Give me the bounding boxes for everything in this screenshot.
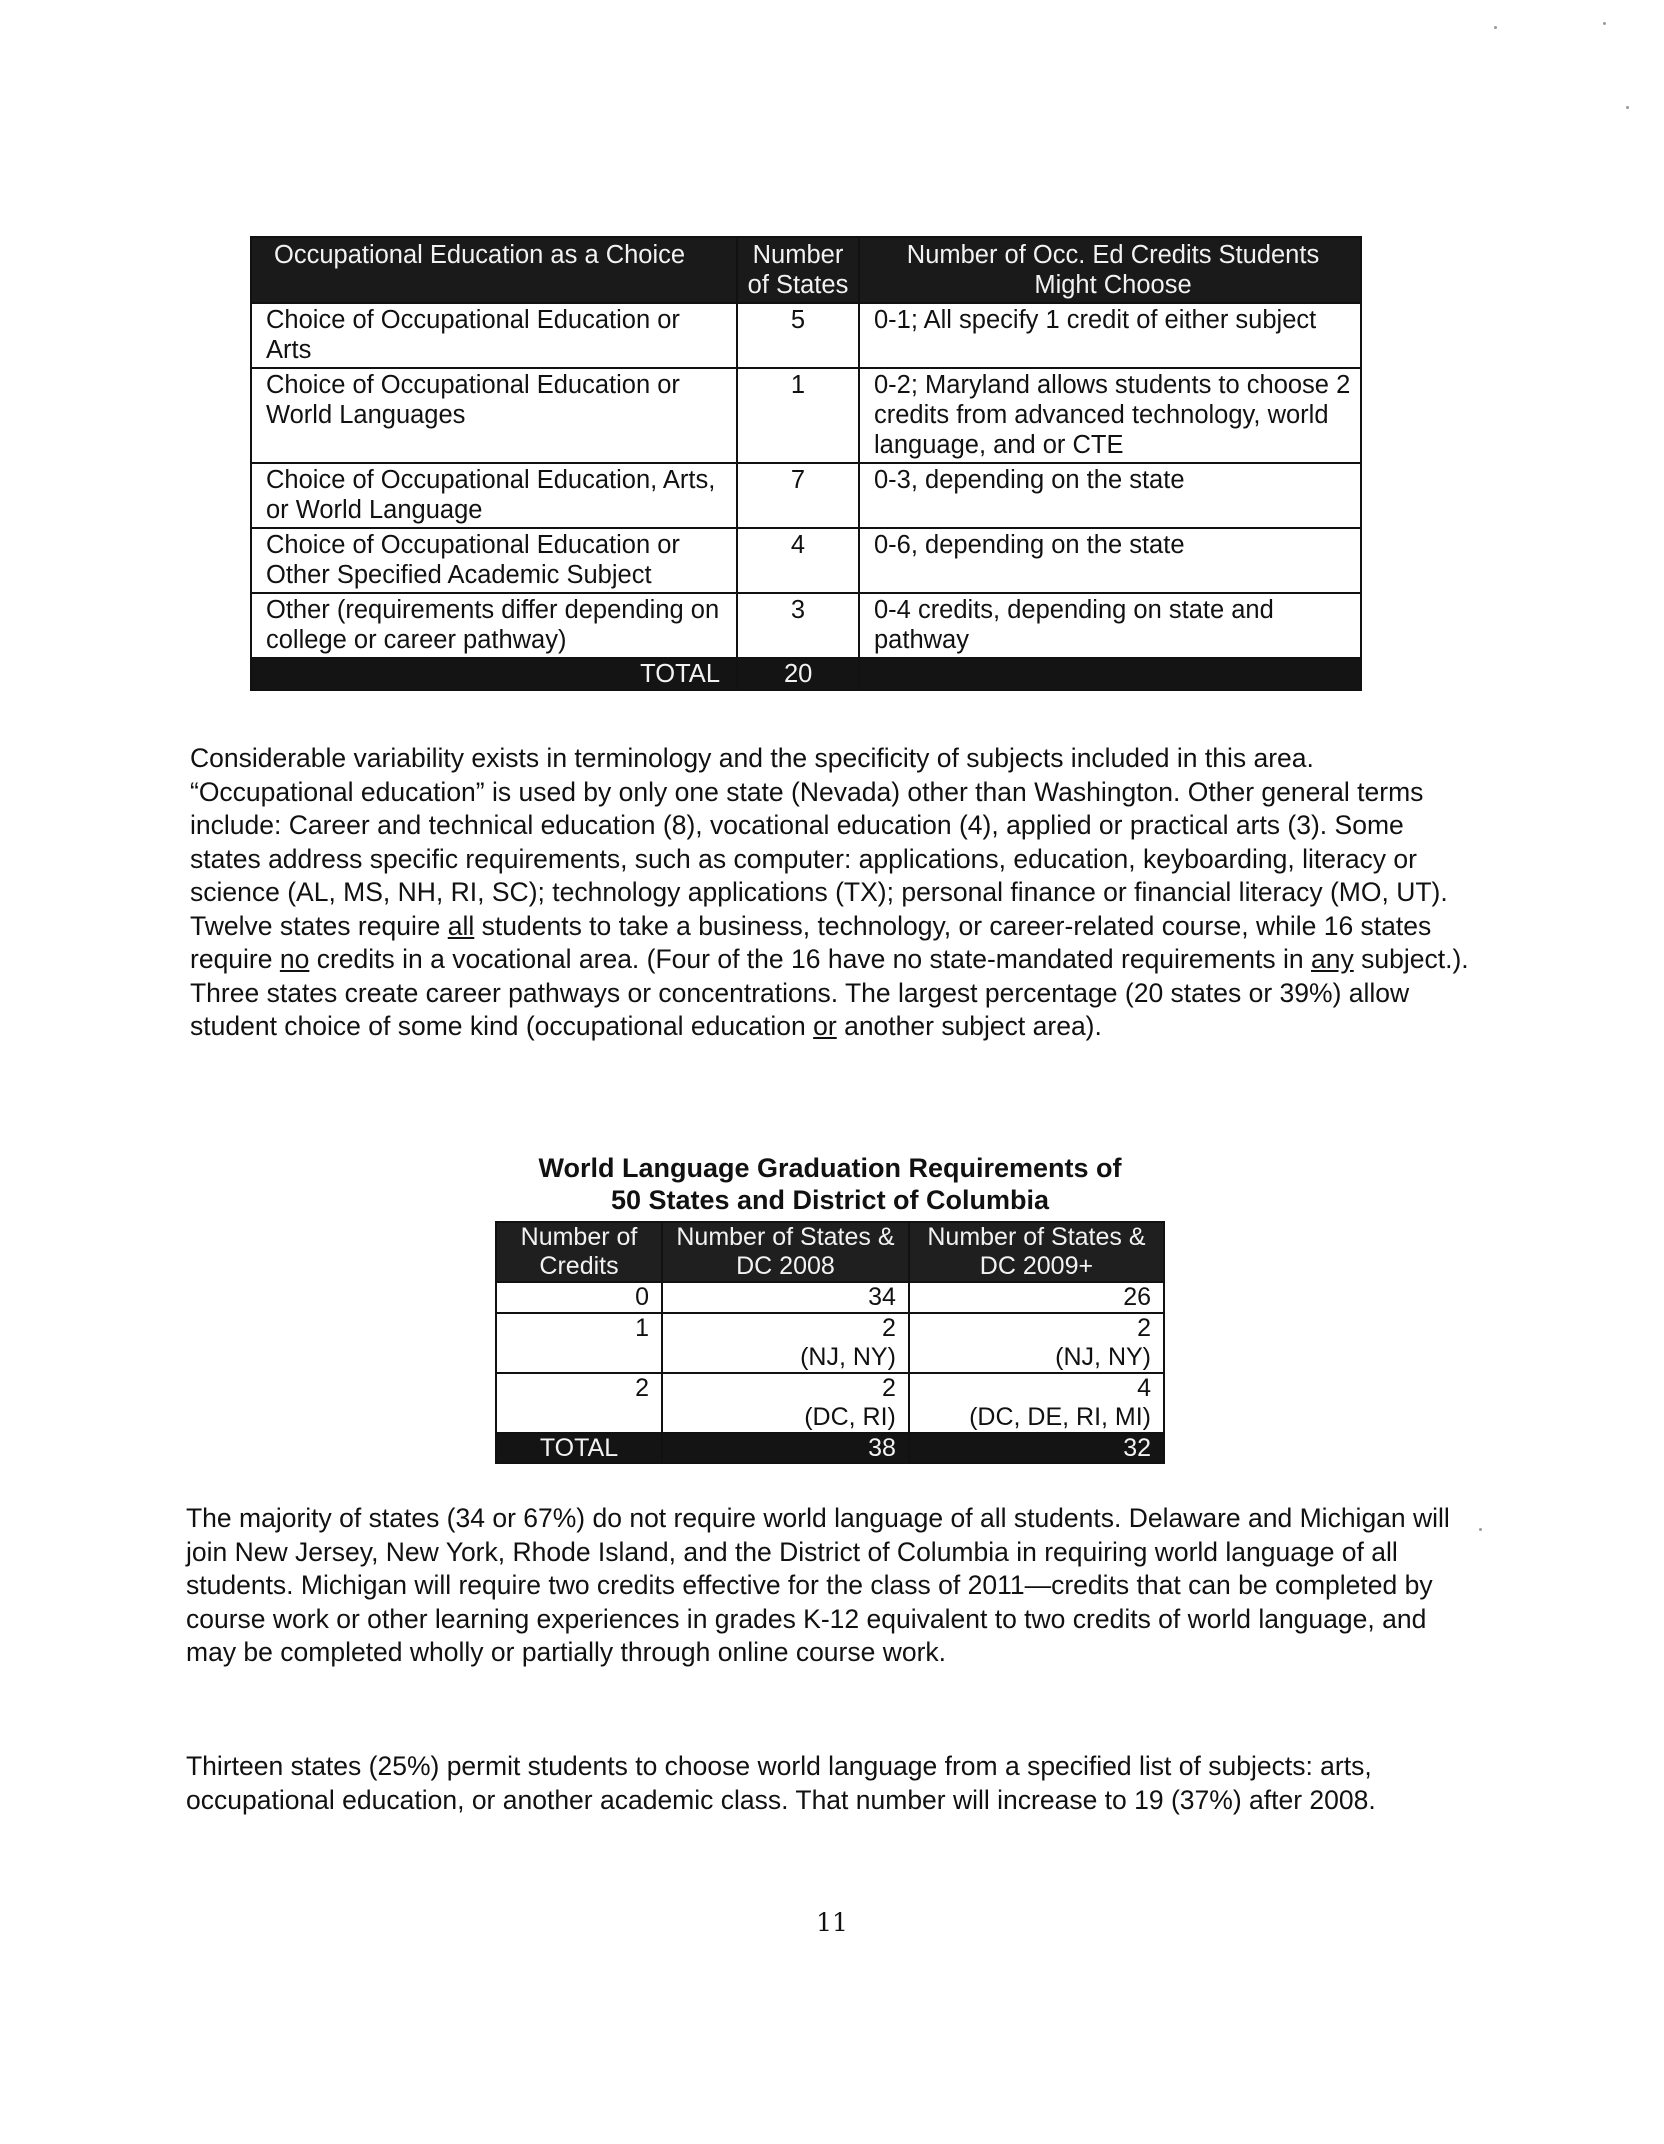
paragraph-text: Considerable variability exists in terminology and the specificity of subjects included in this area. “Occupational education” is used by only one state (Nevada) other than Washington. Other general terms include: Career and technical education (8), vocational education (4), applied or practical arts (3). Some states address specific requirements, such as computer: applications, education, keyboarding, literacy or science (AL, MS, NH, RI, SC); technology applications (TX); personal finance or financial literacy (MO, UT). Twelve states require (190, 743, 1448, 941)
cell-choice: Choice of Occupational Education or Arts (251, 303, 737, 368)
paragraph-terminology (190, 742, 1480, 1044)
total-2009: 32 (909, 1433, 1164, 1463)
cell-credits: 0-6, depending on the state (859, 528, 1361, 593)
cell-credits: 0-1; All specify 1 credit of either subject (859, 303, 1361, 368)
table-row (251, 528, 1361, 593)
table-row (496, 1373, 1164, 1433)
total-empty-cell (859, 658, 1361, 690)
cell-credits: 0-4 credits, depending on state and pathway (859, 593, 1361, 658)
table-total-row (251, 658, 1361, 690)
paragraph-text: subject.). Three states create career pathways or concentrations. The largest percentage (20 states or 39%) allow student choice of some kind (occupational education (190, 944, 1469, 1041)
count-2009: 2 (1137, 1314, 1151, 1342)
world-language-table-title (440, 1152, 1220, 1216)
states-2009: (DC, DE, RI, MI) (969, 1403, 1151, 1431)
count-2008: 2 (881, 1314, 896, 1342)
cell-choice: Choice of Occupational Education or Other Specified Academic Subject (251, 528, 737, 593)
header-states-2008: Number of States & DC 2008 (662, 1222, 909, 1282)
occupational-education-table (250, 236, 1362, 691)
cell-2008 (662, 1373, 909, 1433)
title-line-2: 50 States and District of Columbia (610, 1185, 1050, 1215)
table-row (251, 368, 1361, 463)
table-header-row (251, 237, 1361, 303)
cell-choice: Choice of Occupational Education or World Languages (251, 368, 737, 463)
states-2008: (DC, RI) (804, 1403, 896, 1431)
title-line-1: World Language Graduation Requirements of (538, 1153, 1122, 1183)
emphasis-all: all (447, 910, 475, 941)
table-header-row (496, 1222, 1164, 1282)
cell-2009 (909, 1373, 1164, 1433)
scan-speck (1626, 106, 1629, 109)
cell-number: 4 (737, 528, 859, 593)
states-2009: (NJ, NY) (1055, 1343, 1151, 1371)
count-2008: 34 (868, 1283, 896, 1311)
table-total-row (496, 1433, 1164, 1463)
header-credits: Number of Occ. Ed Credits Students Might Choose (859, 237, 1361, 303)
cell-2008 (662, 1282, 909, 1313)
header-states-2009: Number of States & DC 2009+ (909, 1222, 1164, 1282)
emphasis-no: no (279, 944, 310, 974)
table-row (251, 303, 1361, 368)
cell-choice: Choice of Occupational Education, Arts, or World Language (251, 463, 737, 528)
paragraph-text: credits in a vocational area. (Four of the 16 have no state-mandated requirements in (309, 944, 1312, 974)
count-2008: 2 (881, 1374, 896, 1402)
paragraph-thirteen-states: Thirteen states (25%) permit students to choose world language from a specified list of subjects: arts, occupational education, or another academic class. That number will increase to 19 (37%) after 2008. (186, 1751, 1376, 1815)
cell-2009 (909, 1313, 1164, 1373)
paragraph-text: another subject area). (836, 1011, 1102, 1041)
cell-credits: 0-3, depending on the state (859, 463, 1361, 528)
table-row (251, 593, 1361, 658)
cell-number: 1 (737, 368, 859, 463)
scan-speck (1603, 22, 1606, 25)
cell-credits: 1 (496, 1313, 662, 1373)
total-label: TOTAL (251, 658, 737, 690)
scan-speck (1494, 26, 1497, 29)
cell-number: 7 (737, 463, 859, 528)
paragraph-majority: The majority of states (34 or 67%) do not require world language of all students. Delaware and Michigan will join New Jersey, New York, Rhode Island, and the District of Columbia in requiring world language of all students. Michigan will require two credits effective for the class of 2011—credits that can be completed by course work or other learning experiences in grades K-12 equivalent to two credits of world language, and may be completed wholly or partially through online course work. (186, 1503, 1450, 1667)
total-value: 20 (737, 658, 859, 690)
page-number: 11 (816, 1908, 848, 1937)
count-2009: 4 (1137, 1374, 1151, 1402)
scan-speck (1479, 1528, 1482, 1531)
emphasis-any: any (1311, 944, 1354, 974)
cell-credits: 0-2; Maryland allows students to choose 2 credits from advanced technology, world language, and or CTE (859, 368, 1361, 463)
cell-2008 (662, 1313, 909, 1373)
total-2008: 38 (662, 1433, 909, 1463)
table-row (251, 463, 1361, 528)
cell-number: 3 (737, 593, 859, 658)
states-2008: (NJ, NY) (800, 1343, 896, 1371)
header-number-of-states: Number of States (737, 237, 859, 303)
cell-credits: 0 (496, 1282, 662, 1313)
header-number-of-credits: Number of Credits (496, 1222, 662, 1282)
table-row (496, 1282, 1164, 1313)
cell-number: 5 (737, 303, 859, 368)
cell-2009 (909, 1282, 1164, 1313)
cell-choice: Other (requirements differ depending on college or career pathway) (251, 593, 737, 658)
count-2009: 26 (1123, 1283, 1151, 1311)
world-language-table (495, 1221, 1165, 1464)
cell-credits: 2 (496, 1373, 662, 1433)
header-choice: Occupational Education as a Choice (251, 237, 737, 303)
table-row (496, 1313, 1164, 1373)
paragraph-text: students to take a business, technology, or career-related course, while 16 states require (190, 910, 1432, 974)
emphasis-or: or (813, 1011, 837, 1041)
total-label: TOTAL (496, 1433, 662, 1463)
